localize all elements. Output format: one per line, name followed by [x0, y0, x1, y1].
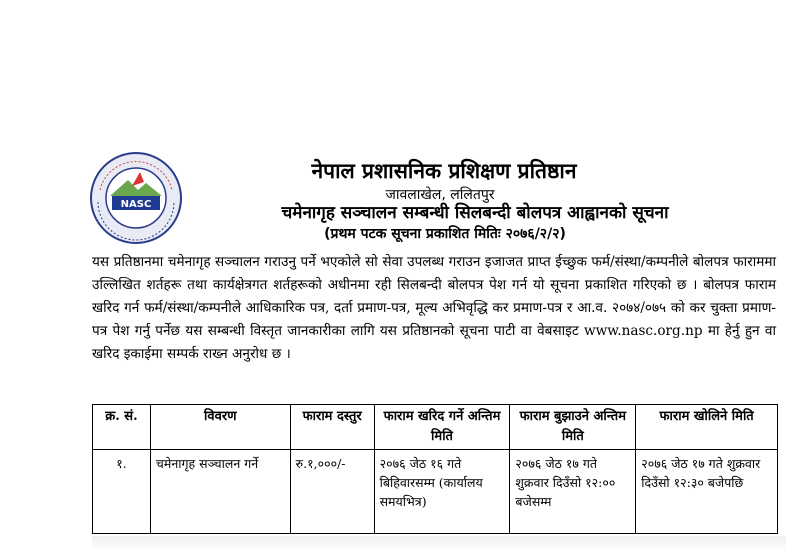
organization-location: जावलाखेल, ललितपुर: [385, 187, 495, 203]
notice-body: यस प्रतिष्ठानमा चमेनागृह सञ्चालन गराउनु पर्ने भएकोले सो सेवा उपलब्ध गराउन इजाजत प्राप्त ईच्छुक फर्म/संस्था/कम्पनीले बोलपत्र फाराममा उल्लिखित शर्तहरू तथा कार्यक्षेत्रगत शर्तहरूको अधीनमा रही सिलबन्दी बोलपत्र पेश गर्न यो सूचना प्रकाशित गरिएको छ । बोलपत्र फाराम खरिद गर्न फर्म/संस्था/कम्पनीले आधिकारिक पत्र, दर्ता प्रमाण-पत्र, मूल्य अभिवृद्धि कर प्रमाण-पत्र र आ.व. २०७४/०७५ को कर चुक्ता प्रमाण-पत्र पेश गर्नु पर्नेछ यस सम्बन्धी विस्तृत जानकारीका लागि यस प्रतिष्ठानको सूचना पाटी वा वेबसाइट www.nasc.org.np मा हेर्नु हुन वा खरिद इकाईमा सम्पर्क राख्न अनुरोध छ ।: [92, 254, 776, 362]
cell-serial-number: १.: [93, 450, 151, 534]
publication-date: (प्रथम पटक सूचना प्रकाशित मितिः २०७६/२/२): [324, 226, 566, 242]
header-form-fee: फाराम दस्तुर: [290, 405, 374, 450]
header-purchase-deadline: फाराम खरिद गर्ने अन्तिम मिति: [374, 405, 510, 450]
header-serial-number: क्र. सं.: [93, 405, 151, 450]
bid-schedule-table: [92, 404, 778, 534]
table-row: [93, 450, 778, 534]
nasc-logo-icon: [88, 150, 184, 246]
cell-description: चमेनागृह सञ्चालन गर्ने: [150, 450, 290, 534]
page-edge-shadow: [92, 536, 786, 552]
header-submission-deadline: फाराम बुझाउने अन्तिम मिति: [510, 405, 636, 450]
cell-purchase-deadline: २०७६ जेठ १६ गते बिहिवारसम्म (कार्यालय समयभित्र): [374, 450, 510, 534]
notice-title: चमेनागृह सञ्चालन सम्बन्धी सिलबन्दी बोलपत्र आह्वानको सूचना: [281, 203, 669, 223]
table-header-row: [93, 405, 778, 450]
cell-opening-date: २०७६ जेठ १७ गते शुक्रवार दिउँसो १२:३० बजेपछि: [636, 450, 778, 534]
cell-submission-deadline: २०७६ जेठ १७ गते शुक्रवार दिउँसो १२:०० बजेसम्म: [510, 450, 636, 534]
organization-name: नेपाल प्रशासनिक प्रशिक्षण प्रतिष्ठान: [311, 159, 577, 183]
svg-text:NASC: NASC: [120, 199, 152, 210]
header-description: विवरण: [150, 405, 290, 450]
cell-form-fee: रु.१,०००/-: [290, 450, 374, 534]
header-opening-date: फाराम खोलिने मिति: [636, 405, 778, 450]
